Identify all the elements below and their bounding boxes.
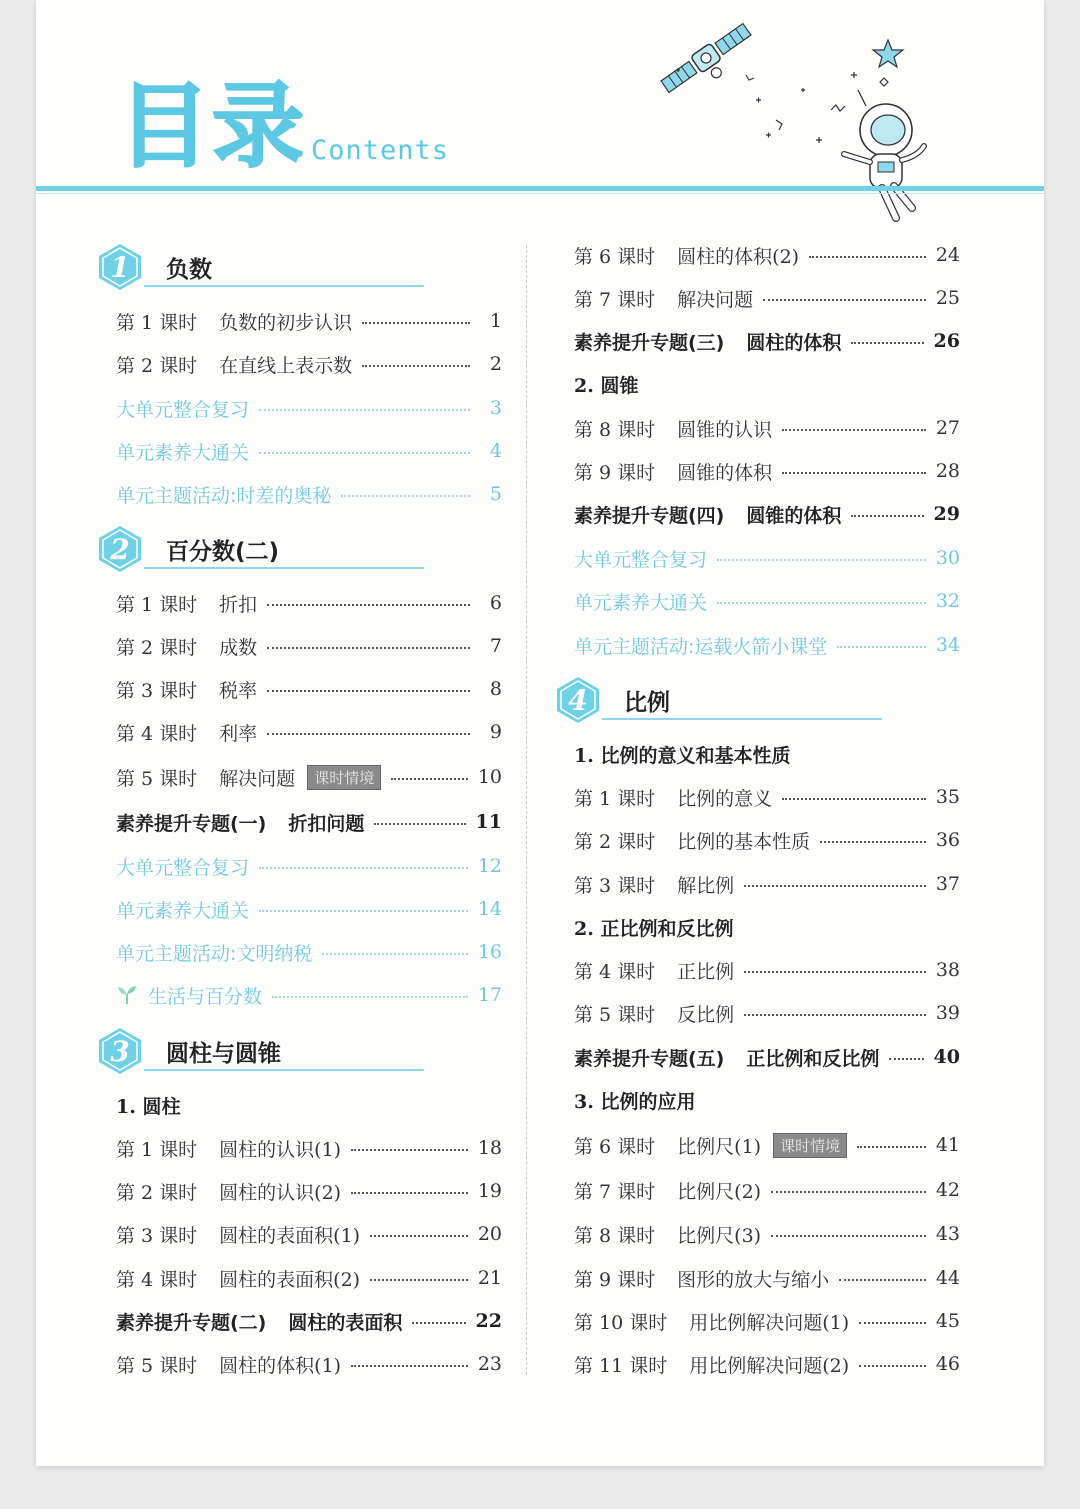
toc-lesson-title: 解决问题 xyxy=(219,767,296,790)
toc-leader-dots xyxy=(717,602,926,604)
toc-lesson-label: 第 9 课时 xyxy=(574,1268,656,1291)
toc-entry[interactable] xyxy=(574,955,960,985)
toc-leader-dots xyxy=(259,910,468,912)
page-title: 目录 xyxy=(118,73,307,180)
toc-leader-dots xyxy=(322,953,467,955)
toc-leader-dots xyxy=(374,823,465,825)
toc-leader-dots xyxy=(259,452,470,454)
toc-entry[interactable] xyxy=(574,586,960,616)
toc-leader-dots xyxy=(267,690,470,692)
toc-lesson-title: 在直线上表示数 xyxy=(219,354,353,377)
toc-lesson-label: 素养提升专题(五) xyxy=(574,1047,725,1070)
toc-page-number: 28 xyxy=(935,460,960,482)
toc-entry[interactable] xyxy=(574,1042,960,1072)
unit-underline xyxy=(602,718,882,720)
star-icon xyxy=(873,40,903,67)
toc-lesson-title: 圆柱的表面积(2) xyxy=(219,1268,361,1291)
toc-page-number: 5 xyxy=(489,483,502,505)
section-subheading: 2. 正比例和反比例 xyxy=(574,918,734,940)
unit-title: 比例 xyxy=(624,690,670,716)
toc-leader-dots xyxy=(272,996,468,998)
unit-underline xyxy=(144,285,424,287)
toc-leader-dots xyxy=(351,1149,468,1151)
toc-lesson-title: 利率 xyxy=(219,722,258,745)
toc-leader-dots xyxy=(851,515,923,517)
toc-leader-dots xyxy=(351,1192,468,1194)
toc-entry[interactable] xyxy=(574,413,960,443)
toc-leader-dots xyxy=(370,1279,468,1281)
toc-lesson-title: 比例尺(3) xyxy=(677,1224,762,1247)
header-divider xyxy=(36,186,1044,191)
section-subheading: 1. 比例的意义和基本性质 xyxy=(574,745,791,767)
toc-entry[interactable] xyxy=(116,1306,502,1336)
unit-number-hexagon-icon xyxy=(96,525,144,573)
toc-lesson-label: 第 7 课时 xyxy=(574,288,656,311)
toc-leader-dots xyxy=(744,885,926,887)
toc-entry[interactable] xyxy=(574,499,960,529)
toc-lesson-title: 正比例和反比例 xyxy=(746,1047,880,1070)
toc-lesson-label: 第 5 课时 xyxy=(116,1354,198,1377)
toc-page-number: 38 xyxy=(935,959,960,981)
toc-lesson-label: 素养提升专题(四) xyxy=(574,504,725,527)
toc-lesson-title: 解比例 xyxy=(677,874,735,897)
toc-lesson-title: 图形的放大与缩小 xyxy=(677,1268,830,1291)
toc-lesson-label: 第 1 课时 xyxy=(116,593,198,616)
toc-lesson-label: 大单元整合复习 xyxy=(116,856,250,879)
toc-lesson-title: 圆柱的体积(2) xyxy=(677,245,800,268)
toc-leader-dots xyxy=(763,299,926,301)
section-subheading: 1. 圆柱 xyxy=(116,1096,181,1118)
toc-leader-dots xyxy=(362,365,470,367)
toc-entry[interactable] xyxy=(116,479,502,509)
toc-lesson-label: 第 11 课时 xyxy=(574,1354,668,1377)
toc-lesson-title: 圆柱的表面积 xyxy=(288,1311,403,1334)
toc-page-number: 23 xyxy=(477,1353,502,1375)
toc-lesson-title: 反比例 xyxy=(677,1003,735,1026)
toc-leader-dots xyxy=(267,733,470,735)
satellite-icon xyxy=(659,21,760,105)
toc-leader-dots xyxy=(782,798,926,800)
toc-entry[interactable] xyxy=(574,456,960,486)
toc-lesson-label: 大单元整合复习 xyxy=(574,548,708,571)
toc-leader-dots xyxy=(717,559,926,561)
toc-lesson-title: 正比例 xyxy=(677,960,735,983)
toc-entry[interactable] xyxy=(116,631,502,661)
toc-page-number: 22 xyxy=(475,1310,502,1332)
toc-leader-dots xyxy=(889,1058,923,1060)
toc-page-number: 16 xyxy=(477,941,502,963)
toc-lesson-label: 第 9 课时 xyxy=(574,461,656,484)
toc-leader-dots xyxy=(370,1235,468,1237)
toc-lesson-label: 第 8 课时 xyxy=(574,418,656,441)
toc-leader-dots xyxy=(351,1365,468,1367)
toc-leader-dots xyxy=(267,647,470,649)
toc-lesson-title: 圆锥的体积 xyxy=(677,461,773,484)
toc-entry[interactable] xyxy=(116,851,502,881)
toc-page-number: 17 xyxy=(477,984,502,1006)
toc-leader-dots xyxy=(782,429,926,431)
toc-entry[interactable] xyxy=(574,1130,960,1160)
header-divider-thin xyxy=(36,193,1044,194)
toc-page-number: 10 xyxy=(477,766,502,788)
lesson-context-badge: 课时情境 xyxy=(307,765,381,790)
toc-page-number: 9 xyxy=(489,721,502,743)
toc-page-number: 41 xyxy=(935,1134,960,1156)
unit-underline xyxy=(144,1069,424,1071)
unit-number: 3 xyxy=(110,1035,130,1068)
toc-lesson-label: 第 1 课时 xyxy=(116,1138,198,1161)
toc-lesson-label: 单元素养大通关 xyxy=(116,441,250,464)
unit-heading xyxy=(554,676,894,726)
toc-lesson-title: 折扣问题 xyxy=(288,812,365,835)
toc-entry[interactable] xyxy=(116,980,502,1010)
unit-heading xyxy=(96,243,436,293)
unit-number-hexagon-icon xyxy=(96,1027,144,1075)
toc-page-number: 25 xyxy=(935,287,960,309)
toc-lesson-title: 圆柱的体积(1) xyxy=(219,1354,342,1377)
toc-leader-dots xyxy=(362,322,470,324)
toc-leader-dots xyxy=(809,256,926,258)
toc-lesson-label: 第 2 课时 xyxy=(116,354,198,377)
toc-lesson-title: 折扣 xyxy=(219,593,258,616)
toc-lesson-title: 圆柱的体积 xyxy=(746,331,842,354)
astronaut-icon xyxy=(844,90,924,218)
toc-lesson-label: 第 4 课时 xyxy=(116,1268,198,1291)
toc-page-number: 40 xyxy=(933,1046,960,1068)
toc-page-number: 21 xyxy=(477,1267,502,1289)
page-subtitle: Contents xyxy=(311,135,450,166)
toc-lesson-label: 第 6 课时 xyxy=(574,245,656,268)
toc-lesson-label: 第 5 课时 xyxy=(574,1003,656,1026)
toc-lesson-label: 第 1 课时 xyxy=(116,311,198,334)
toc-lesson-label: 第 3 课时 xyxy=(574,874,656,897)
unit-number-hexagon-icon xyxy=(554,676,602,724)
toc-lesson-title: 用比例解决问题(1) xyxy=(689,1311,850,1334)
toc-lesson-label: 第 7 课时 xyxy=(574,1180,656,1203)
toc-lesson-title: 比例的基本性质 xyxy=(677,830,811,853)
toc-page-number: 34 xyxy=(935,634,960,656)
toc-lesson-label: 第 8 课时 xyxy=(574,1224,656,1247)
toc-lesson-label: 第 3 课时 xyxy=(116,1224,198,1247)
toc-lesson-label: 第 2 课时 xyxy=(116,1181,198,1204)
section-subheading: 2. 圆锥 xyxy=(574,375,639,397)
sparkle-icons xyxy=(676,68,888,143)
toc-entry[interactable] xyxy=(116,717,502,747)
toc-lesson-title: 成数 xyxy=(219,636,258,659)
toc-entry[interactable] xyxy=(574,630,960,660)
toc-page-number: 6 xyxy=(489,592,502,614)
toc-leader-dots xyxy=(820,841,926,843)
toc-page-number: 43 xyxy=(935,1223,960,1245)
toc-page-number: 35 xyxy=(935,786,960,808)
unit-heading xyxy=(96,1027,436,1077)
toc-leader-dots xyxy=(391,778,468,780)
toc-leader-dots xyxy=(744,971,926,973)
toc-entry[interactable] xyxy=(116,1133,502,1163)
toc-entry[interactable] xyxy=(574,782,960,812)
toc-page-number: 30 xyxy=(935,547,960,569)
toc-lesson-title: 圆柱的认识(2) xyxy=(219,1181,342,1204)
unit-heading xyxy=(96,525,436,575)
toc-lesson-label: 第 6 课时 xyxy=(574,1135,656,1158)
toc-entry[interactable] xyxy=(574,1263,960,1293)
toc-entry[interactable] xyxy=(116,1349,502,1379)
toc-page-number: 32 xyxy=(935,590,960,612)
toc-entry[interactable] xyxy=(116,349,502,379)
toc-page-number: 14 xyxy=(477,898,502,920)
unit-title: 百分数(二) xyxy=(166,539,280,565)
toc-entry[interactable] xyxy=(116,1263,502,1293)
toc-page-number: 20 xyxy=(477,1223,502,1245)
toc-entry[interactable] xyxy=(116,436,502,466)
toc-page-number: 24 xyxy=(935,244,960,266)
toc-lesson-title: 用比例解决问题(2) xyxy=(689,1354,850,1377)
toc-leader-dots xyxy=(851,342,923,344)
unit-title: 圆柱与圆锥 xyxy=(166,1041,281,1067)
toc-entry[interactable] xyxy=(116,588,502,618)
toc-entry[interactable] xyxy=(574,1175,960,1205)
toc-entry[interactable] xyxy=(574,543,960,573)
toc-lesson-label: 单元主题活动:时差的奥秘 xyxy=(116,484,332,507)
toc-entry[interactable] xyxy=(116,393,502,423)
toc-lesson-label: 生活与百分数 xyxy=(148,985,263,1008)
toc-page-number: 19 xyxy=(477,1180,502,1202)
toc-leader-dots xyxy=(259,867,468,869)
toc-page-number: 12 xyxy=(477,855,502,877)
toc-entry[interactable] xyxy=(574,825,960,855)
toc-leader-dots xyxy=(744,1014,926,1016)
toc-page-number: 18 xyxy=(477,1137,502,1159)
toc-page-number: 1 xyxy=(489,310,502,332)
toc-entry[interactable] xyxy=(574,326,960,356)
toc-leader-dots xyxy=(412,1322,465,1324)
toc-entry[interactable] xyxy=(116,937,502,967)
toc-entry[interactable] xyxy=(116,306,502,336)
toc-lesson-title: 圆柱的表面积(1) xyxy=(219,1224,361,1247)
toc-page-number: 36 xyxy=(935,829,960,851)
toc-lesson-title: 解决问题 xyxy=(677,288,754,311)
toc-lesson-title: 比例尺(1) xyxy=(677,1135,762,1158)
unit-number: 1 xyxy=(110,251,130,284)
toc-lesson-label: 第 4 课时 xyxy=(116,722,198,745)
toc-page-number: 46 xyxy=(935,1353,960,1375)
toc-lesson-label: 大单元整合复习 xyxy=(116,398,250,421)
toc-page-number: 7 xyxy=(489,635,502,657)
toc-lesson-title: 税率 xyxy=(219,679,258,702)
unit-underline xyxy=(144,567,424,569)
toc-lesson-label: 第 5 课时 xyxy=(116,767,198,790)
lesson-context-badge: 课时情境 xyxy=(773,1133,847,1158)
toc-page-number: 11 xyxy=(475,811,502,833)
toc-lesson-title: 圆柱的认识(1) xyxy=(219,1138,342,1161)
toc-page-number: 29 xyxy=(933,503,960,525)
toc-leader-dots xyxy=(859,1365,926,1367)
toc-lesson-label: 第 4 课时 xyxy=(574,960,656,983)
toc-lesson-title: 比例尺(2) xyxy=(677,1180,762,1203)
toc-page-number: 2 xyxy=(489,353,502,375)
toc-lesson-label: 第 3 课时 xyxy=(116,679,198,702)
toc-lesson-title: 比例的意义 xyxy=(677,787,773,810)
toc-entry[interactable] xyxy=(116,1219,502,1249)
toc-page-number: 26 xyxy=(933,330,960,352)
toc-lesson-title: 负数的初步认识 xyxy=(219,311,353,334)
toc-entry[interactable] xyxy=(574,998,960,1028)
toc-page-number: 8 xyxy=(489,678,502,700)
toc-lesson-label: 单元主题活动:运载火箭小课堂 xyxy=(574,635,828,658)
toc-leader-dots xyxy=(839,1279,926,1281)
toc-entry[interactable] xyxy=(574,240,960,270)
toc-page-number: 3 xyxy=(489,397,502,419)
toc-lesson-label: 第 10 课时 xyxy=(574,1311,668,1334)
toc-page-number: 45 xyxy=(935,1310,960,1332)
toc-leader-dots xyxy=(859,1322,926,1324)
toc-entry[interactable] xyxy=(574,869,960,899)
unit-number-hexagon-icon xyxy=(96,243,144,291)
toc-leader-dots xyxy=(782,472,926,474)
toc-lesson-label: 单元主题活动:文明纳税 xyxy=(116,942,313,965)
unit-number: 4 xyxy=(568,684,588,717)
unit-title: 负数 xyxy=(166,257,212,283)
toc-leader-dots xyxy=(341,495,470,497)
toc-entry[interactable] xyxy=(116,1176,502,1206)
toc-leader-dots xyxy=(267,604,470,606)
toc-page-number: 39 xyxy=(935,1002,960,1024)
toc-leader-dots xyxy=(837,646,925,648)
toc-lesson-label: 单元素养大通关 xyxy=(116,899,250,922)
toc-page-number: 42 xyxy=(935,1179,960,1201)
toc-lesson-label: 素养提升专题(一) xyxy=(116,812,267,835)
toc-lesson-label: 第 2 课时 xyxy=(116,636,198,659)
toc-entry[interactable] xyxy=(574,1219,960,1249)
sprout-icon xyxy=(116,985,138,1005)
toc-lesson-title: 圆锥的体积 xyxy=(746,504,842,527)
toc-lesson-label: 第 1 课时 xyxy=(574,787,656,810)
toc-entry[interactable] xyxy=(116,762,502,792)
toc-page-number: 4 xyxy=(489,440,502,462)
toc-entry[interactable] xyxy=(574,1349,960,1379)
toc-lesson-label: 单元素养大通关 xyxy=(574,591,708,614)
toc-entry[interactable] xyxy=(574,283,960,313)
toc-entry[interactable] xyxy=(116,807,502,837)
toc-entry[interactable] xyxy=(574,1306,960,1336)
toc-page xyxy=(36,0,1044,1466)
toc-entry[interactable] xyxy=(116,674,502,704)
column-divider xyxy=(526,245,527,1375)
unit-number: 2 xyxy=(110,533,130,566)
toc-entry[interactable] xyxy=(116,894,502,924)
toc-leader-dots xyxy=(259,409,470,411)
toc-lesson-title: 圆锥的认识 xyxy=(677,418,773,441)
toc-page-number: 27 xyxy=(935,417,960,439)
section-subheading: 3. 比例的应用 xyxy=(574,1091,696,1113)
toc-leader-dots xyxy=(771,1191,926,1193)
toc-leader-dots xyxy=(857,1146,926,1148)
toc-leader-dots xyxy=(771,1235,926,1237)
toc-page-number: 37 xyxy=(935,873,960,895)
toc-page-number: 44 xyxy=(935,1267,960,1289)
toc-lesson-label: 第 2 课时 xyxy=(574,830,656,853)
toc-lesson-label: 素养提升专题(三) xyxy=(574,331,725,354)
toc-lesson-label: 素养提升专题(二) xyxy=(116,1311,267,1334)
